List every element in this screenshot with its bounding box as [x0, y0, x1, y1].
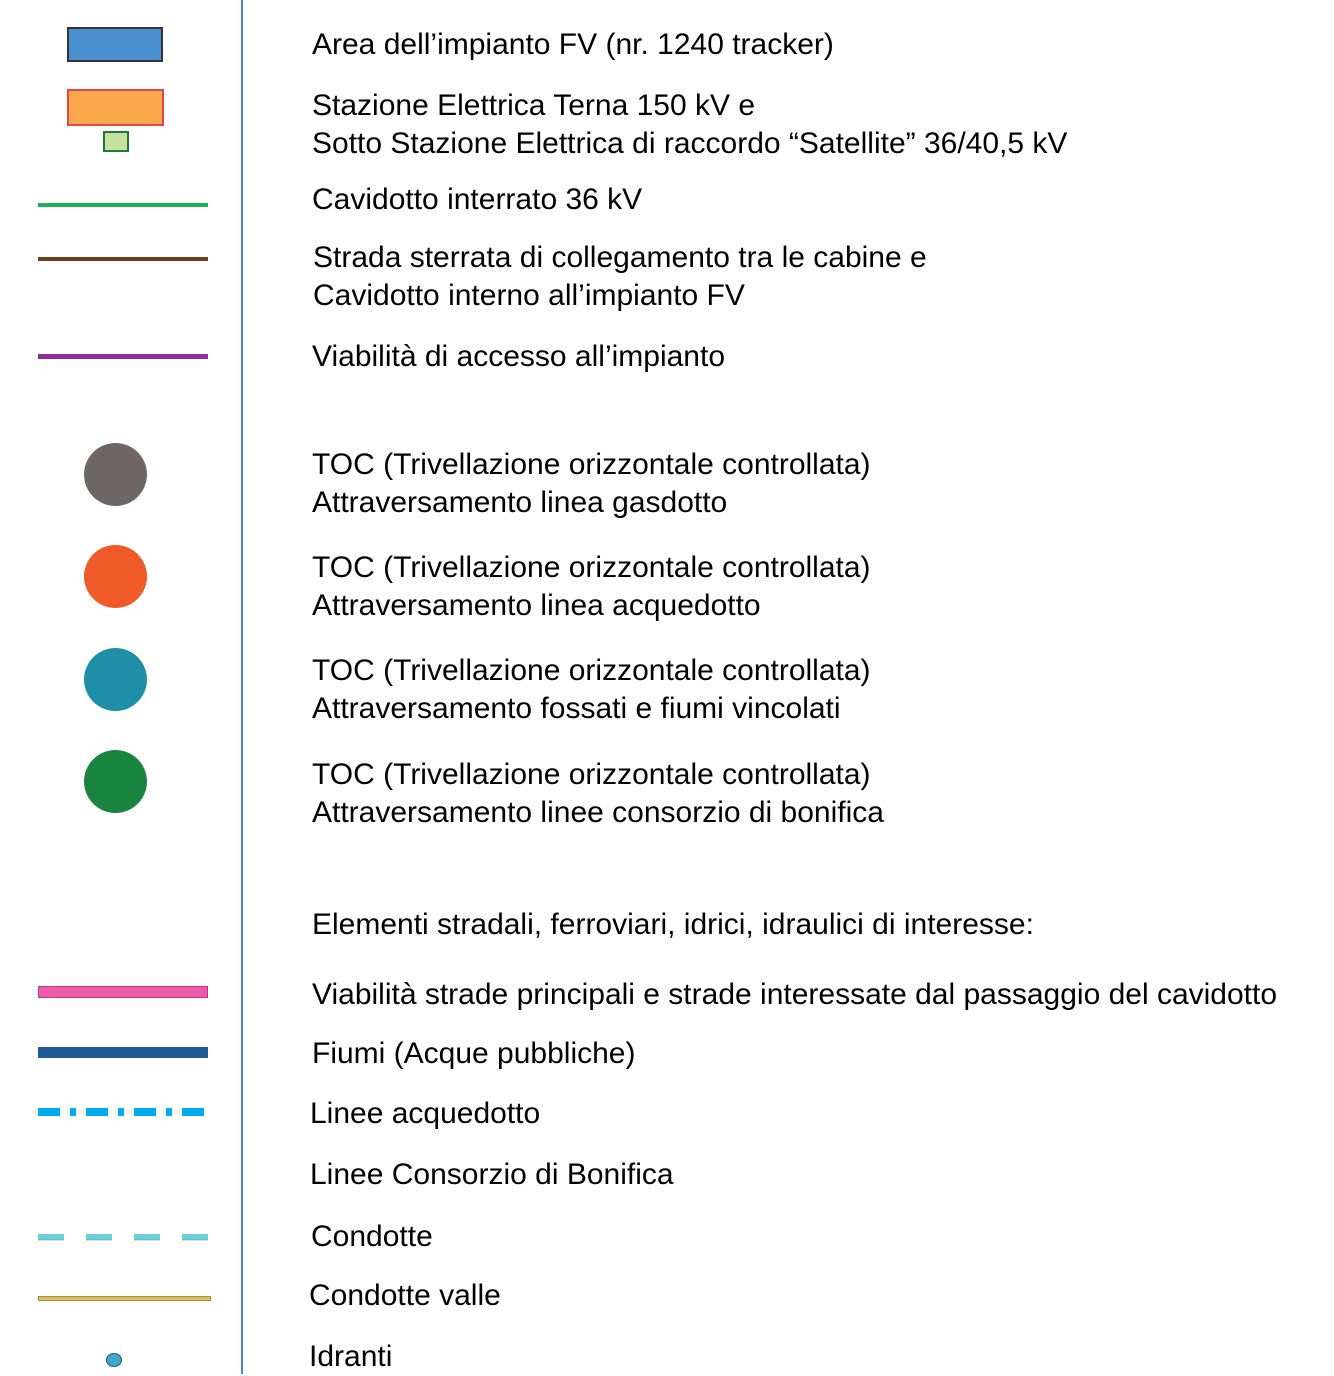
underground-cable-line: [38, 203, 208, 207]
pv-area-symbol: [67, 27, 163, 62]
legend-divider: [241, 0, 243, 1374]
hydrant-dot: [106, 1353, 122, 1367]
section-heading: Elementi stradali, ferroviari, idrici, idraulici di interesse:: [312, 908, 1034, 941]
toc-gasdotto-circle: [84, 443, 147, 506]
label-bonifica: Linee Consorzio di Bonifica: [310, 1158, 674, 1191]
toc-fossati-circle: [84, 648, 147, 711]
dirt-road-line: [38, 257, 208, 261]
aqueduct-line: [38, 1106, 210, 1118]
main-roads-line: [38, 986, 208, 998]
satellite-substation-symbol: [103, 131, 129, 152]
label-aqueduct: Linee acquedotto: [310, 1097, 541, 1130]
label-underground-cable: Cavidotto interrato 36 kV: [312, 183, 643, 216]
label-pv-area: Area dell’impianto FV (nr. 1240 tracker): [312, 28, 834, 61]
label-hydrants: Idranti: [309, 1340, 393, 1373]
rivers-line: [38, 1047, 208, 1058]
label-toc-gasdotto: TOC (Trivellazione orizzontale controllata) Attraversamento linea gasdotto: [312, 448, 871, 519]
label-toc-fossati: TOC (Trivellazione orizzontale controllata) Attraversamento fossati e fiumi vincolati: [312, 654, 871, 725]
label-dirt-road: Strada sterrata di collegamento tra le cabine e Cavidotto interno all’impianto FV: [313, 241, 927, 312]
valley-pipelines-line: [38, 1296, 211, 1301]
label-access-road: Viabilità di accesso all’impianto: [312, 340, 725, 373]
toc-acquedotto-circle: [84, 545, 147, 608]
pipelines-line: [38, 1231, 212, 1243]
label-main-roads: Viabilità strade principali e strade interessate dal passaggio del cavidotto: [312, 978, 1278, 1011]
label-toc-bonifica: TOC (Trivellazione orizzontale controllata) Attraversamento linee consorzio di bonifica: [312, 758, 884, 829]
label-toc-acquedotto: TOC (Trivellazione orizzontale controllata) Attraversamento linea acquedotto: [312, 551, 871, 622]
label-pipelines: Condotte: [311, 1220, 433, 1253]
access-road-line: [38, 354, 208, 359]
substation-symbol: [67, 89, 164, 126]
label-substation: Stazione Elettrica Terna 150 kV e Sotto Stazione Elettrica di raccordo “Satellite” 36/40,5 kV: [312, 89, 1068, 160]
label-valley-pipelines: Condotte valle: [309, 1279, 501, 1312]
toc-bonifica-circle: [84, 750, 147, 813]
label-rivers: Fiumi (Acque pubbliche): [312, 1037, 636, 1070]
